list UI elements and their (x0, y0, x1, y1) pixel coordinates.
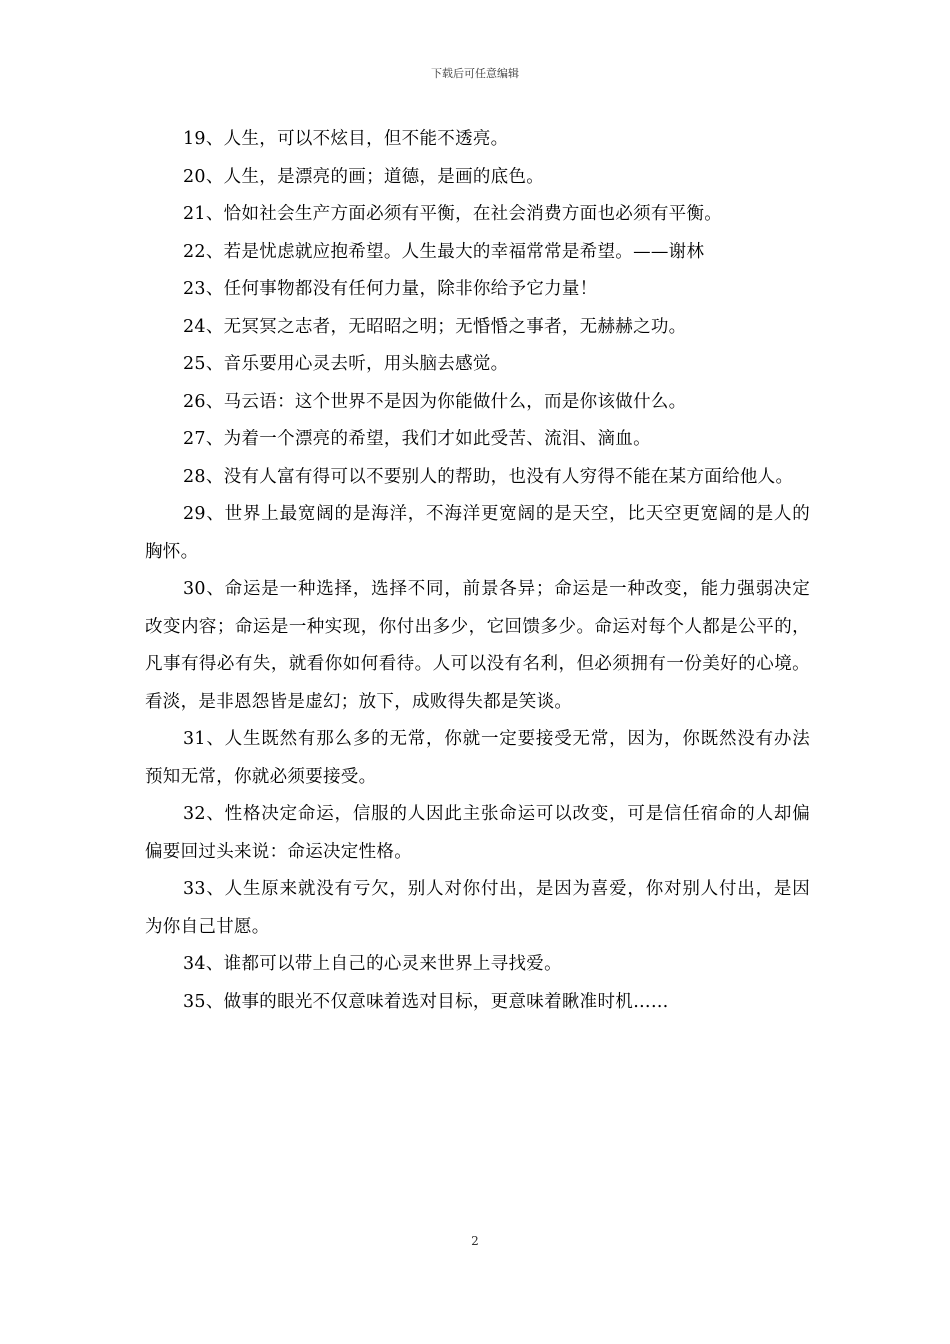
quote-paragraph: 26、马云语：这个世界不是因为你能做什么，而是你该做什么。 (183, 391, 687, 412)
quote-paragraph: 31、人生既然有那么多的无常，你就一定要接受无常，因为，你既然没有办法预知无常，你就必须要接受。 (145, 729, 810, 787)
quote-paragraph: 22、若是忧虑就应抱希望。人生最大的幸福常常是希望。——谢林 (183, 241, 705, 262)
quote-paragraph: 20、人生，是漂亮的画；道德，是画的底色。 (183, 166, 545, 187)
quote-paragraph: 25、音乐要用心灵去听，用头脑去感觉。 (183, 354, 509, 374)
quote-paragraph: 23、任何事物都没有任何力量，除非你给予它力量！ (183, 279, 598, 299)
quote-paragraph: 33、人生原来就没有亏欠，别人对你付出，是因为喜爱，你对别人付出，是因为你自己甘愿。 (145, 879, 810, 937)
quote-paragraph: 28、没有人富有得可以不要别人的帮助，也没有人穷得不能在某方面给他人。 (183, 466, 794, 487)
document-body (145, 121, 810, 1021)
quote-paragraph: 29、世界上最宽阔的是海洋，不海洋更宽阔的是天空，比天空更宽阔的是人的胸怀。 (145, 504, 810, 562)
quote-paragraph: 27、为着一个漂亮的希望，我们才如此受苦、流泪、滴血。 (183, 429, 651, 449)
quote-paragraph: 30、命运是一种选择，选择不同，前景各异；命运是一种改变，能力强弱决定改变内容；命运是一种实现，你付出多少，它回馈多少。命运对每个人都是公平的，凡事有得必有失，就看你如何看待。人可以没有名利，但必须拥有一份美好的心境。看淡，是非恩怨皆是虚幻；放下，成败得失都是笑谈。 (145, 579, 810, 712)
page-number: 2 (471, 1234, 479, 1248)
quote-paragraph: 19、人生，可以不炫目，但不能不透亮。 (183, 129, 509, 149)
page-header: 下载后可任意编辑 (431, 67, 519, 80)
quote-paragraph: 35、做事的眼光不仅意味着选对目标，更意味着瞅准时机…… (183, 991, 669, 1012)
quote-paragraph: 32、性格决定命运，信服的人因此主张命运可以改变，可是信任宿命的人却偏偏要回过头来说：命运决定性格。 (145, 804, 810, 862)
quote-paragraph: 24、无冥冥之志者，无昭昭之明；无惛惛之事者，无赫赫之功。 (183, 316, 687, 337)
quote-paragraph: 34、谁都可以带上自己的心灵来世界上寻找爱。 (183, 954, 562, 974)
quote-paragraph: 21、恰如社会生产方面必须有平衡，在社会消费方面也必须有平衡。 (183, 204, 723, 224)
